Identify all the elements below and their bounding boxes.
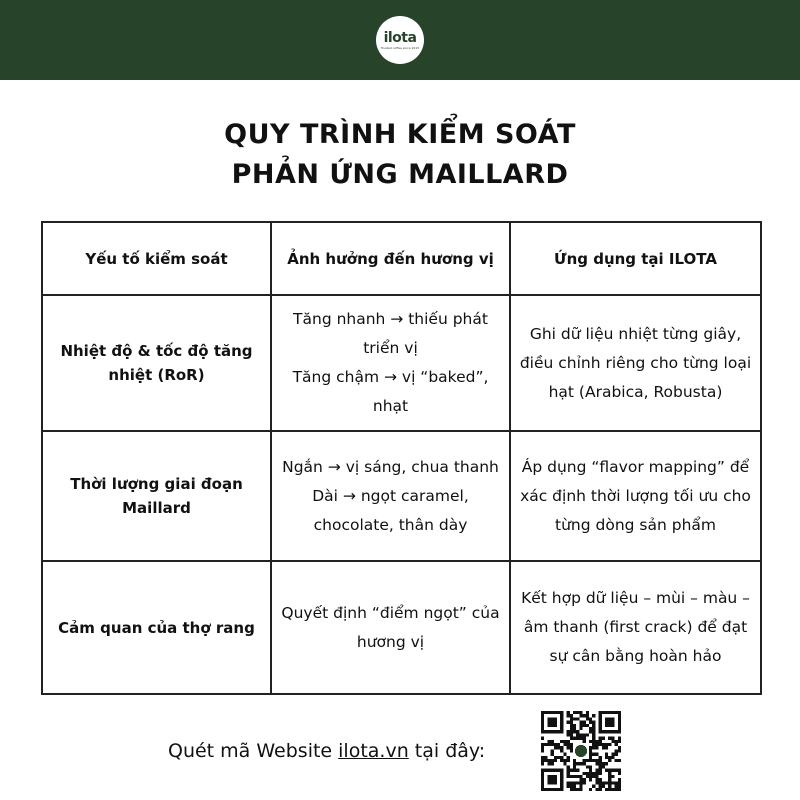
logo-text: ilota bbox=[383, 29, 417, 46]
application-cell: Ghi dữ liệu nhiệt từng giây, điều chỉnh riêng cho từng loại hạt (Arabica, Robusta) bbox=[510, 295, 761, 431]
title-line-1: QUY TRÌNH KIỂM SOÁT bbox=[224, 119, 576, 150]
header-factor: Yếu tố kiểm soát bbox=[42, 222, 271, 295]
website-link[interactable]: ilota.vn bbox=[338, 740, 409, 762]
table-row bbox=[42, 561, 761, 694]
logo-tagline: Trusted coffee since 2015 bbox=[380, 45, 420, 50]
brand-logo[interactable] bbox=[376, 16, 424, 64]
maillard-control-table bbox=[41, 221, 762, 695]
effect-line: Dài → ngọt caramel, chocolate, thân dày bbox=[312, 486, 469, 534]
effect-cell bbox=[271, 561, 510, 694]
table-header-row bbox=[42, 222, 761, 295]
title-line-2: PHẢN ỨNG MAILLARD bbox=[231, 159, 569, 190]
qr-code-icon[interactable] bbox=[541, 711, 621, 791]
effect-line: Quyết định “điểm ngọt” của hương vị bbox=[281, 603, 500, 651]
header-effect: Ảnh hưởng đến hương vị bbox=[271, 222, 510, 295]
header-application: Ứng dụng tại ILOTA bbox=[510, 222, 761, 295]
table-row bbox=[42, 431, 761, 561]
top-banner bbox=[0, 0, 800, 80]
prompt-text: Quét mã Website bbox=[168, 740, 339, 762]
factor-cell: Cảm quan của thợ rang bbox=[42, 561, 271, 694]
factor-cell: Thời lượng giai đoạn Maillard bbox=[42, 431, 271, 561]
effect-line: Ngắn → vị sáng, chua thanh bbox=[282, 457, 499, 476]
table-row bbox=[42, 295, 761, 431]
application-cell: Áp dụng “flavor mapping” để xác định thời lượng tối ưu cho từng dòng sản phẩm bbox=[510, 431, 761, 561]
effect-cell bbox=[271, 431, 510, 561]
website-prompt bbox=[168, 736, 485, 766]
page-title bbox=[0, 115, 800, 195]
effect-line: Tăng chậm → vị “baked”, nhạt bbox=[292, 368, 489, 415]
effect-line: Tăng nhanh → thiếu phát triển vị bbox=[293, 310, 488, 357]
application-cell: Kết hợp dữ liệu – mùi – màu – âm thanh (first crack) để đạt sự cân bằng hoàn hảo bbox=[510, 561, 761, 694]
factor-cell: Nhiệt độ & tốc độ tăng nhiệt (RoR) bbox=[42, 295, 271, 431]
effect-cell bbox=[271, 295, 510, 431]
prompt-suffix: tại đây: bbox=[408, 740, 486, 762]
